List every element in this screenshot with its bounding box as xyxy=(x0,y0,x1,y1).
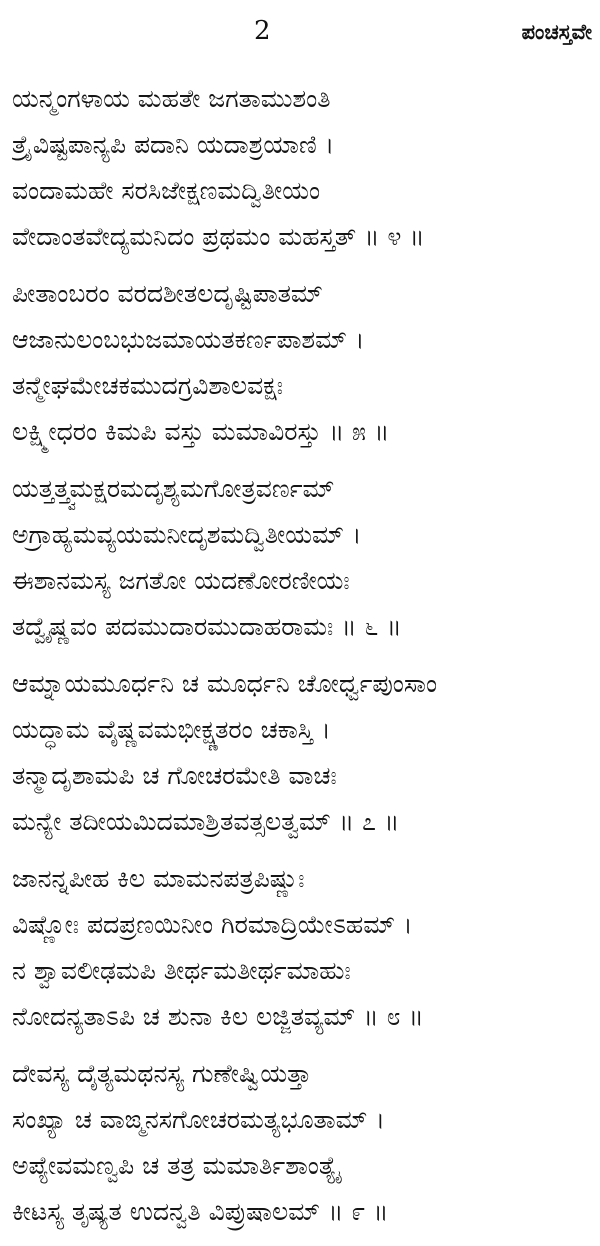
verse-line: ಯನ್ಮಂಗಳಾಯ ಮಹತೇ ಜಗತಾಮುಶಂತಿ xyxy=(12,84,331,113)
verse-line: ಮನ್ಯೇ ತದೀಯಮಿದಮಾಶ್ರಿತವತ್ಸಲತ್ವಮ್ ॥ ೭ ॥ xyxy=(12,807,400,836)
verse-line: ಆಮ್ನಾಯಮೂರ್ಧನಿ ಚ ಮೂರ್ಧನಿ ಚೋರ್ಧ್ವಪುಂಸಾಂ xyxy=(12,669,438,698)
stanza xyxy=(12,271,592,455)
verse-line: ಯತ್ತತ್ತ್ವಮಕ್ಷರಮದೃಶ್ಯಮಗೋತ್ರವರ್ಣಮ್ xyxy=(12,474,335,503)
verse-line: ತ್ರೈವಿಷ್ಟಪಾನ್ಯಪಿ ಪದಾನಿ ಯದಾಶ್ರಯಾಣಿ । xyxy=(12,130,335,159)
verse-line: ತನ್ಮಾದೃಶಾಮಪಿ ಚ ಗೋಚರಮೇತಿ ವಾಚಃ xyxy=(12,761,337,790)
verse-line: ತದ್ವೈಷ್ಣವಂ ಪದಮುದಾರಮುದಾಹರಾಮಃ ॥ ೬ ॥ xyxy=(12,612,402,641)
verse-line: ಅಪ್ಯೇವಮಣ್ವಪಿ ಚ ತತ್ರ ಮಮಾರ್ತಿಶಾಂತ್ಯೈ xyxy=(12,1151,341,1180)
stanza xyxy=(12,1051,592,1235)
verse-line: ಲಕ್ಷ್ಮೀಧರಂ ಕಿಮಪಿ ವಸ್ತು ಮಮಾವಿರಸ್ತು ॥ ೫ ॥ xyxy=(12,417,390,446)
verse-line: ಯದ್ಧಾಮ ವೈಷ್ಣವಮಭೀಕ್ಷ್ಣತರಂ ಚಕಾಸ್ತಿ । xyxy=(12,715,331,744)
verse-line: ಕೀಟಸ್ಯ ತೃಷ್ಯತ ಉದನ್ವತಿ ವಿಪ್ರುಷಾಲಮ್ ॥ ೯ ॥ xyxy=(12,1197,389,1226)
verse-line: ನ ಶ್ವಾವಲೀಢಮಪಿ ತೀರ್ಥಮತೀರ್ಥಮಾಹುಃ xyxy=(12,956,351,985)
stanza xyxy=(12,466,592,650)
verse-line: ವಂದಾಮಹೇ ಸರಸಿಜೇಕ್ಷಣಮದ್ವಿತೀಯಂ xyxy=(12,176,321,205)
running-title: ಪಂಚಸ್ತವೇ xyxy=(521,20,592,44)
stanza xyxy=(12,661,592,845)
page-header xyxy=(0,12,600,52)
verse-line: ದೇವಸ್ಯ ದೈತ್ಯಮಥನಸ್ಯ ಗುಣೇಷ್ವಿಯತ್ತಾ xyxy=(12,1059,312,1088)
verse-body xyxy=(12,76,592,1246)
verse-line: ಅಗ್ರಾಹ್ಯಮವ್ಯಯಮನೀದೃಶಮದ್ವಿತೀಯಮ್ । xyxy=(12,520,362,549)
stanza xyxy=(12,856,592,1040)
verse-line: ಪೀತಾಂಬರಂ ವರದಶೀತಲದೃಷ್ಟಿಪಾತಮ್ xyxy=(12,279,323,308)
verse-line: ಈಶಾನಮಸ್ಯ ಜಗತೋ ಯದಣೋರಣೀಯಃ xyxy=(12,566,350,595)
verse-line: ಸಂಖ್ಯಾ ಚ ವಾಙ್ಮನಸಗೋಚರಮತ್ಯಭೂತಾಮ್ । xyxy=(12,1105,385,1134)
verse-line: ಆಜಾನುಲಂಬಭುಜಮಾಯತಕರ್ಣಪಾಶಮ್ । xyxy=(12,325,365,354)
verse-line: ತನ್ಮೇಘಮೇಚಕಮುದಗ್ರವಿಶಾಲವಕ್ಷಃ xyxy=(12,371,283,400)
verse-line: ನೋದನ್ಯತಾಽಪಿ ಚ ಶುನಾ ಕಿಲ ಲಜ್ಜಿತವ್ಯಮ್ ॥ ೮ ॥ xyxy=(12,1002,424,1031)
verse-line: ಜಾನನ್ನಪೀಹ ಕಿಲ ಮಾಮನಪತ್ರಪಿಷ್ಣುಃ xyxy=(12,864,305,893)
stanza xyxy=(12,76,592,260)
verse-line: ವೇದಾಂತವೇದ್ಯಮನಿದಂ ಪ್ರಥಮಂ ಮಹಸ್ತತ್ ॥ ೪ ॥ xyxy=(12,222,425,251)
page-number: 2 xyxy=(254,16,271,46)
verse-line: ವಿಷ್ಣೋಃ ಪದಪ್ರಣಯಿನೀಂ ಗಿರಮಾದ್ರಿಯೇಽಹಮ್ । xyxy=(12,910,413,939)
